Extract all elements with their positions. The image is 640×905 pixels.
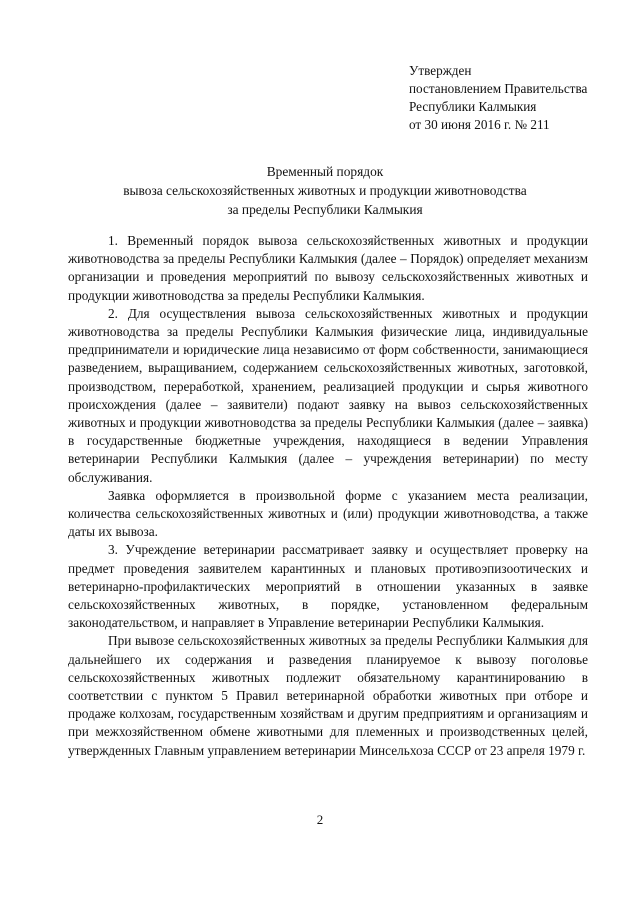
approval-line: постановлением Правительства [409, 81, 588, 96]
paragraph-1: 1. Временный порядок вывоза сельскохозяйственных животных и продукции животноводства за пределы Республики Калмыкия (далее – Порядок) определяет механизм организации и проведения мероприятий по вывозу сельскохозяйственных животных и продукции животноводства за пределы Республики Калмыкия. [68, 233, 588, 303]
title-line: вывоза сельскохозяйственных животных и продукции животноводства [123, 183, 527, 198]
paragraph-4: 3. Учреждение ветеринарии рассматривает заявку и осуществляет проверку на предмет проведения заявителем карантинных и плановых противоэпизоотических и ветеринарно-профилактических мероприятий в отношении указанных в заявке сельскохозяйственных животных, в порядке, установленном федеральным законодательством, и направляет в Управление ветеринарии Республики Калмыкия. [68, 542, 588, 631]
approval-block [409, 62, 587, 134]
approval-line: Республики Калмыкия [409, 99, 537, 114]
approval-line: от 30 июня 2016 г. № 211 [409, 117, 550, 132]
page-number: 2 [316, 812, 324, 827]
paragraph-3: Заявка оформляется в произвольной форме с указанием места реализации, количества сельскохозяйственных животных и (или) продукции животноводства, а также даты их вывоза. [68, 487, 588, 540]
document-body [68, 232, 588, 760]
paragraph-5: При вывозе сельскохозяйственных животных за пределы Республики Калмыкия для дальнейшего их содержания и разведения планируемое к вывозу поголовье сельскохозяйственных животных подлежит обязательному карантинированию в соответствии с пунктом 5 Правил ветеринарной обработки животных при отборе и продаже колхозам, государственным хозяйствам и другим предприятиям и организациям и при межхозяйственном обмене животными для племенных и производственных целей, утвержденных Главным управлением ветеринарии Минсельхоза СССР от 23 апреля 1979 г. [68, 633, 588, 758]
paragraph-2: 2. Для осуществления вывоза сельскохозяйственных животных и продукции животноводства за пределы Республики Калмыкия физические лица, индивидуальные предприниматели и юридические лица независимо от форм собственности, занимающиеся разведением, выращиванием, содержанием сельскохозяйственных животных, заготовкой, производством, переработкой, хранением, реализацией продукции и сырья животного происхождения (далее – заявители) подают заявку на вывоз сельскохозяйственных животных и продукции животноводства за пределы Республики Калмыкия (далее – заявка) в государственные бюджетные учреждения, находящиеся в ведении Управления ветеринарии Республики Калмыкия (далее – учреждения ветеринарии) по месту обслуживания. [68, 305, 588, 485]
approval-line: Утвержден [409, 63, 472, 78]
title-line: за пределы Республики Калмыкия [227, 202, 423, 217]
document-title [60, 162, 590, 219]
title-line: Временный порядок [266, 164, 384, 179]
